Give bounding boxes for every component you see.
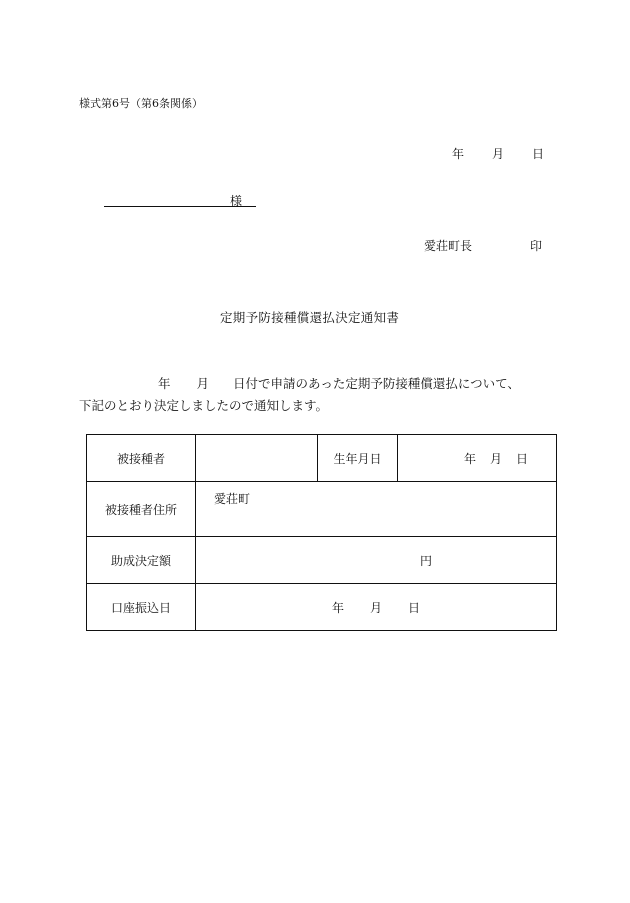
transfer-month: 月 bbox=[369, 600, 382, 615]
dob-label: 生年月日 bbox=[318, 435, 398, 482]
document-title: 定期予防接種償還払決定通知書 bbox=[220, 310, 400, 325]
dob-year: 年 bbox=[463, 451, 476, 466]
body-year: 年 bbox=[158, 376, 171, 391]
recipient-label: 被接種者 bbox=[87, 435, 196, 482]
issue-date-month: 月 bbox=[492, 147, 505, 161]
table-row-amount bbox=[87, 537, 557, 584]
issue-date-year: 年 bbox=[452, 147, 465, 161]
recipient-name-field[interactable] bbox=[196, 435, 318, 482]
amount-field[interactable] bbox=[196, 537, 557, 584]
transfer-date-field[interactable] bbox=[196, 584, 557, 631]
issue-date bbox=[452, 145, 544, 162]
addressee-suffix: 様 bbox=[229, 194, 242, 208]
form-number: 様式第6号（第6条関係） bbox=[79, 97, 203, 110]
issuer bbox=[424, 237, 542, 254]
addressee-line bbox=[104, 192, 256, 207]
body-line-1 bbox=[158, 374, 520, 392]
transfer-day: 日 bbox=[408, 600, 421, 615]
table-row-recipient bbox=[87, 435, 557, 482]
issuer-title: 愛荘町長 bbox=[424, 239, 473, 253]
dob-day: 日 bbox=[515, 451, 528, 466]
amount-label: 助成決定額 bbox=[87, 537, 196, 584]
transfer-year: 年 bbox=[331, 600, 344, 615]
transfer-label: 口座振込日 bbox=[87, 584, 196, 631]
decision-table bbox=[86, 434, 557, 631]
amount-unit: 円 bbox=[419, 553, 432, 568]
dob-field[interactable] bbox=[398, 435, 557, 482]
body-month: 月 bbox=[196, 376, 210, 391]
body-line1-rest: 日付で申請のあった定期予防接種償還払について、 bbox=[233, 376, 520, 391]
address-field[interactable]: 愛荘町 bbox=[196, 482, 557, 537]
table-row-address bbox=[87, 482, 557, 537]
address-label: 被接種者住所 bbox=[87, 482, 196, 537]
dob-month: 月 bbox=[489, 451, 502, 466]
table-row-transfer bbox=[87, 584, 557, 631]
issuer-seal: 印 bbox=[530, 239, 543, 253]
body-line-2: 下記のとおり決定しましたので通知します。 bbox=[79, 398, 329, 413]
issue-date-day: 日 bbox=[532, 147, 545, 161]
